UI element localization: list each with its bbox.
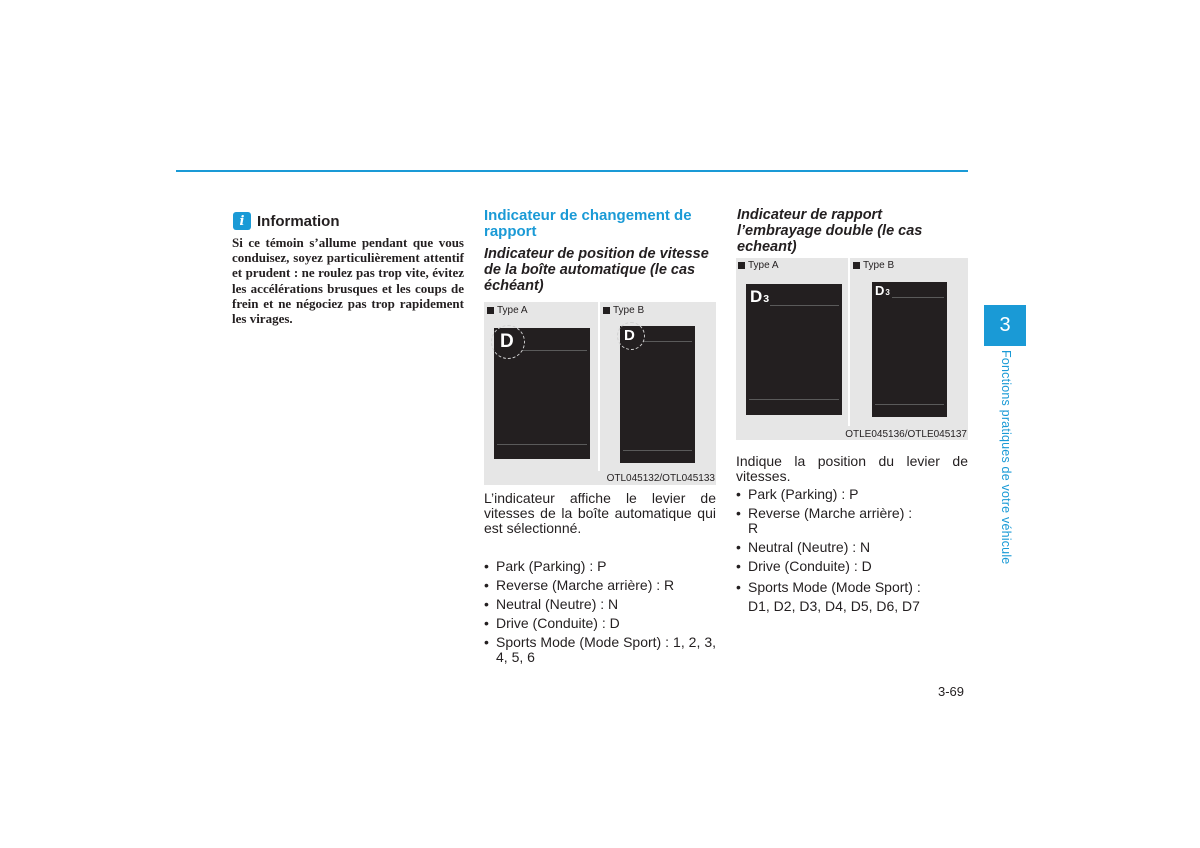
- square-bullet-icon: [487, 307, 494, 314]
- type-a-caption: [738, 260, 779, 271]
- info-icon: i: [233, 212, 251, 230]
- screen-line: [770, 305, 839, 306]
- list-item: • Sports Mode (Mode Sport) : D1, D2, D3, D4, D5, D6, D7: [736, 578, 926, 616]
- cluster-screen-type-b: [620, 326, 695, 463]
- type-b-caption: [853, 260, 894, 271]
- list-item: • Neutral (Neutre) : N: [736, 540, 926, 555]
- square-bullet-icon: [603, 307, 610, 314]
- figure-divider: [598, 302, 600, 471]
- chapter-title: Fonctions pratiques de votre véhicule: [999, 350, 1013, 565]
- gear-indicator-d: D: [500, 331, 514, 352]
- figure-code: OTLE045136/OTLE045137: [845, 429, 967, 440]
- type-b-caption: [603, 305, 644, 316]
- screen-line: [623, 450, 692, 451]
- gear-indicator-d3: D 3: [750, 287, 770, 306]
- figure-divider: [848, 258, 850, 426]
- list-item: • Park (Parking) : P: [484, 559, 716, 574]
- list-item: • Reverse (Marche arrière) : R: [736, 506, 926, 536]
- screen-line: [749, 399, 839, 400]
- screen-line: [644, 341, 692, 342]
- auto-gear-list: [484, 559, 716, 665]
- cluster-screen-type-a: [494, 328, 590, 459]
- list-item: • Sports Mode (Mode Sport) : 1, 2, 3, 4, 5, 6: [484, 635, 716, 665]
- auto-description: L’indicateur affiche le levier de vitesses de la boîte automatique qui est sélectionné.: [484, 490, 716, 536]
- dct-indicator-figure: [736, 258, 968, 440]
- page-number: 3-69: [938, 684, 965, 699]
- list-item: • Drive (Conduite) : D: [484, 616, 716, 631]
- chapter-tab: 3: [984, 305, 1026, 346]
- square-bullet-icon: [853, 262, 860, 269]
- screen-line: [522, 350, 587, 351]
- dct-indicator-subtitle: Indicateur de rapport l’embrayage double (le cas echeant): [737, 207, 923, 255]
- information-title: Information: [257, 212, 340, 230]
- auto-indicator-subtitle: Indicateur de position de vitesse de la boîte automatique (le cas échéant): [484, 246, 709, 294]
- type-a-label: Type A: [748, 260, 779, 271]
- dct-gear-list: [736, 487, 926, 616]
- screen-line: [875, 404, 944, 405]
- information-text: Si ce témoin s’allume pendant que vous conduisez, soyez particulièrement attentif et prudent : ne roulez pas trop vite, évitez les accélérations brusques et les coups de frein et ne négociez pas trop rapidement les virages.: [232, 235, 464, 327]
- list-item: • Park (Parking) : P: [736, 487, 926, 502]
- cluster-screen-type-b: [872, 282, 947, 417]
- list-item: • Drive (Conduite) : D: [736, 559, 926, 574]
- dct-description: Indique la position du levier de vitesses.: [736, 453, 968, 484]
- type-b-label: Type B: [613, 305, 645, 316]
- list-item: • Reverse (Marche arrière) : R: [484, 578, 716, 593]
- square-bullet-icon: [738, 262, 745, 269]
- section-title: Indicateur de changement de rapport: [484, 207, 692, 240]
- type-a-label: Type A: [497, 305, 528, 316]
- screen-line: [497, 444, 587, 445]
- type-b-label: Type B: [863, 260, 895, 271]
- gear-indicator-d: D: [624, 327, 635, 344]
- cluster-screen-type-a: [746, 284, 842, 415]
- figure-code: OTL045132/OTL045133: [606, 473, 715, 484]
- information-header: [233, 212, 340, 230]
- auto-indicator-figure: [484, 302, 716, 485]
- gear-indicator-d3: D 3: [875, 283, 890, 298]
- list-item: • Neutral (Neutre) : N: [484, 597, 716, 612]
- top-rule: [176, 170, 968, 172]
- screen-line: [892, 297, 944, 298]
- type-a-caption: [487, 305, 528, 316]
